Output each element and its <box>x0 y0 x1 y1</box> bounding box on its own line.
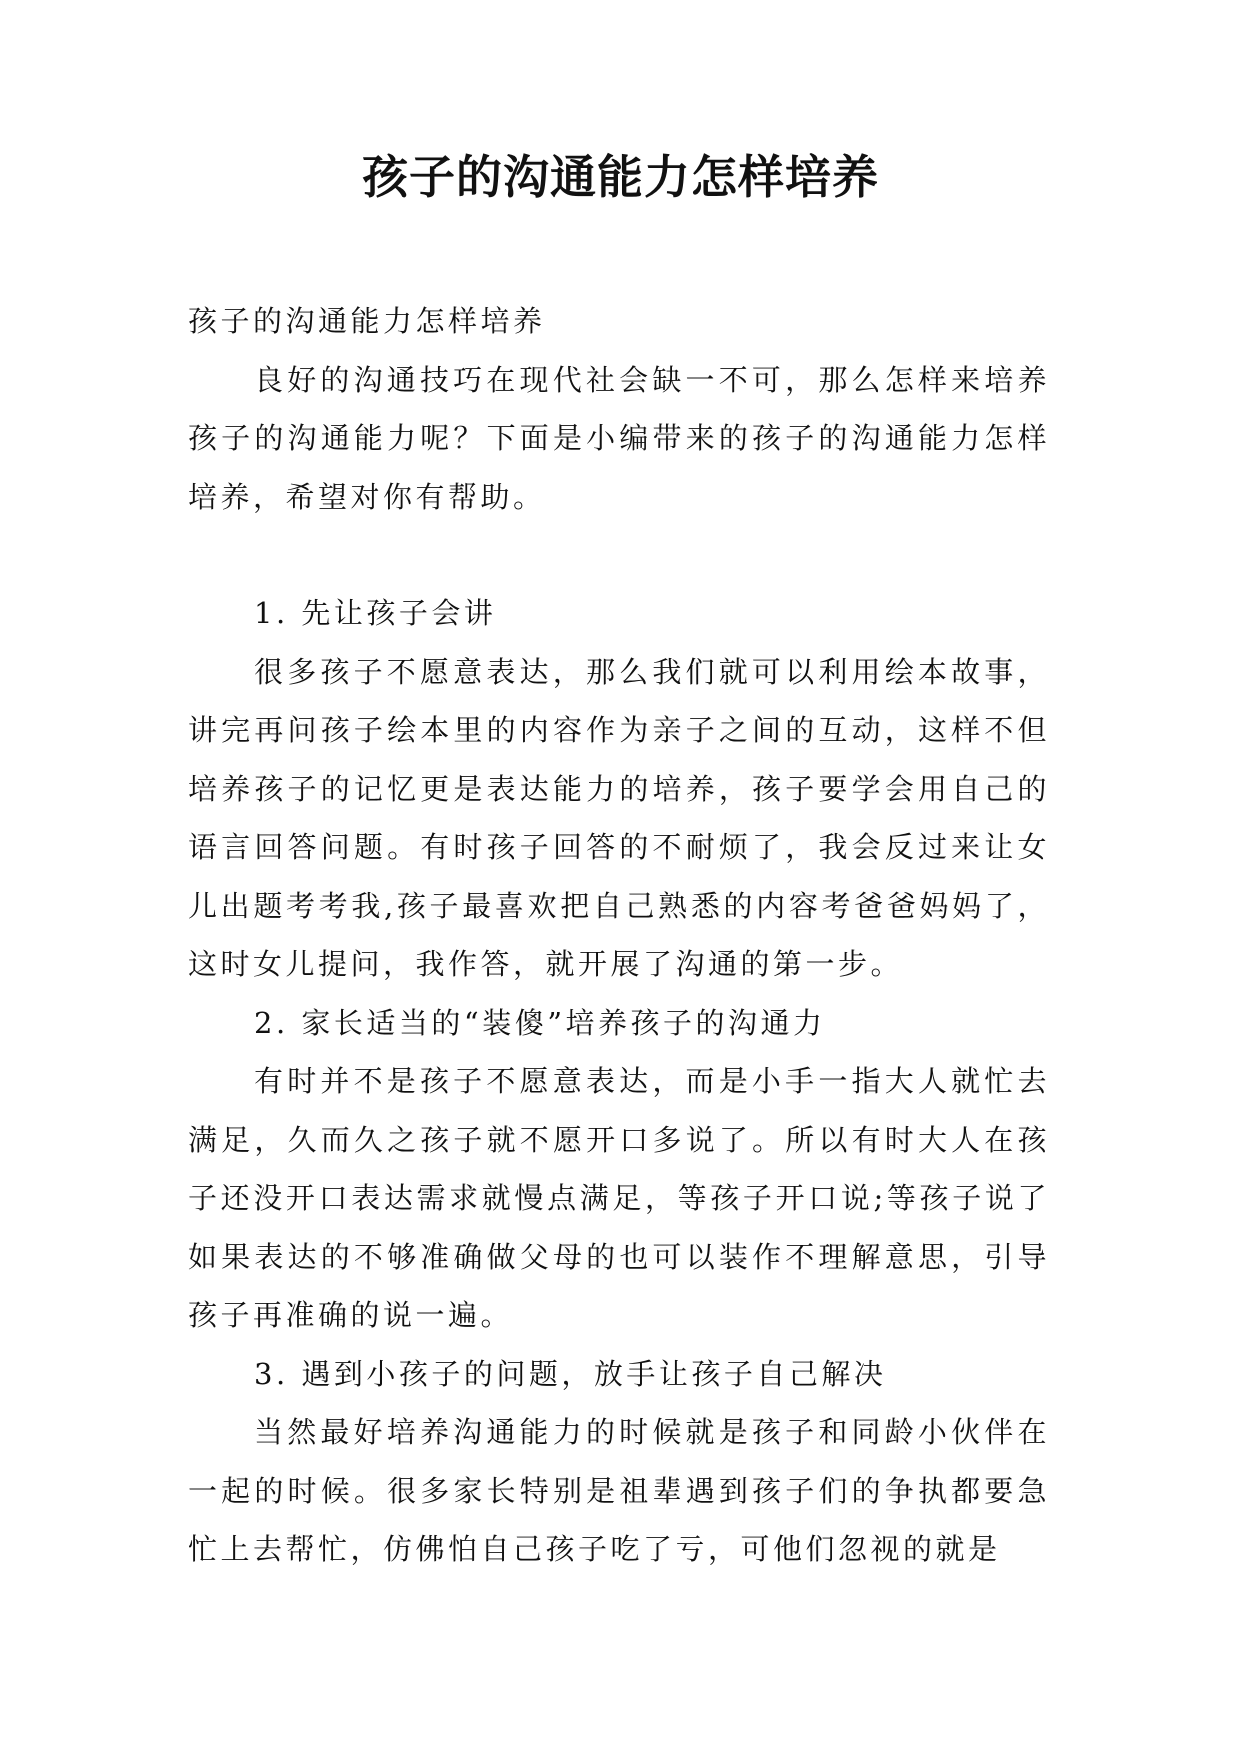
section-heading-3: 3. 遇到小孩子的问题，放手让孩子自己解决 <box>254 1356 887 1391</box>
document-subtitle: 孩子的沟通能力怎样培养 <box>188 304 546 338</box>
document-body <box>188 292 1050 1579</box>
section-body-1: 很多孩子不愿意表达，那么我们就可以利用绘本故事，讲完再问孩子绘本里的内容作为亲子之间的互动，这样不但培养孩子的记忆更是表达能力的培养，孩子要学会用自己的语言回答问题。有时孩子回答的不耐烦了，我会反过来让女儿出题考考我,孩子最喜欢把自己熟悉的内容考爸爸妈妈了，这时女儿提问，我作答，就开展了沟通的第一步。 <box>188 654 1050 981</box>
document-title: 孩子的沟通能力怎样培养 <box>362 150 879 204</box>
section-body-3: 当然最好培养沟通能力的时候就是孩子和同龄小伙伴在一起的时候。很多家长特别是祖辈遇到孩子们的争执都要急忙上去帮忙，仿佛怕自己孩子吃了亏，可他们忽视的就是 <box>188 1415 1050 1566</box>
section-heading-2: 2. 家长适当的“装傻”培养孩子的沟通力 <box>254 1005 826 1040</box>
paragraph-gap <box>188 526 1050 584</box>
section-heading-1: 1. 先让孩子会讲 <box>254 596 497 630</box>
section-body-2: 有时并不是孩子不愿意表达，而是小手一指大人就忙去满足，久而久之孩子就不愿开口多说了。所以有时大人在孩子还没开口表达需求就慢点满足，等孩子开口说;等孩子说了如果表达的不够准确做父母的也可以装作不理解意思，引导孩子再准确的说一遍。 <box>188 1064 1050 1332</box>
intro-paragraph: 良好的沟通技巧在现代社会缺一不可，那么怎样来培养孩子的沟通能力呢？下面是小编带来的孩子的沟通能力怎样培养，希望对你有帮助。 <box>188 362 1050 514</box>
